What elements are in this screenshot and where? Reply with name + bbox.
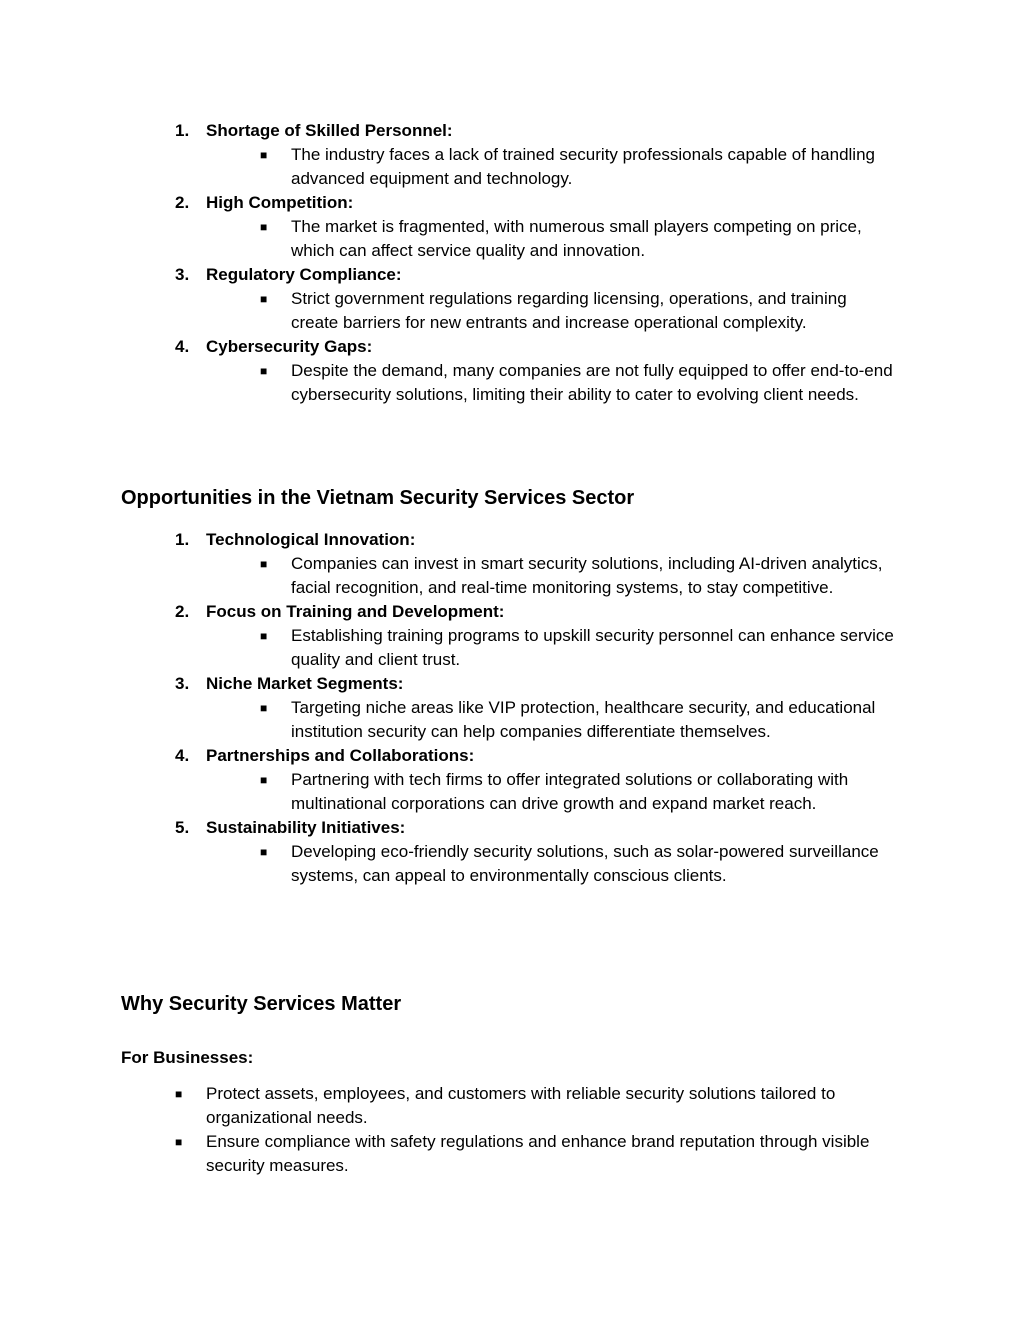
list-number: 5. (175, 818, 190, 837)
sub-bullet-text: Partnering with tech firms to offer integrated solutions or collaborating with multinational corporations can drive growth and expand market reach. (291, 770, 849, 813)
list-item-heading (0, 263, 1024, 287)
list-item-title: Partnerships and Collaborations: (206, 746, 475, 765)
list-item-title: Regulatory Compliance: (206, 265, 402, 284)
list-number: 1. (175, 121, 190, 140)
list-item-heading (0, 816, 1024, 840)
list-item (0, 600, 1024, 672)
bullet-square-icon: ■ (175, 1087, 183, 1101)
list-item-heading (0, 335, 1024, 359)
sub-bullet (0, 768, 1024, 816)
sub-bullet (0, 552, 1024, 600)
list-item-heading (0, 119, 1024, 143)
bullet-text: Protect assets, employees, and customers with reliable security solutions tailored to organizational needs. (206, 1084, 836, 1127)
sub-bullet (0, 840, 1024, 888)
sub-bullet-text: The industry faces a lack of trained security professionals capable of handling advanced equipment and technology. (291, 145, 875, 188)
list-item (0, 263, 1024, 335)
sub-bullet (0, 215, 1024, 263)
list-item (0, 528, 1024, 600)
bullet-square-icon: ■ (260, 701, 268, 715)
list-number: 1. (175, 530, 190, 549)
list-number: 3. (175, 674, 190, 693)
businesses-bullet-list (0, 1082, 1024, 1178)
list-item (0, 119, 1024, 191)
list-number: 4. (175, 746, 190, 765)
bullet-item (0, 1082, 1024, 1130)
section-heading-why: Why Security Services Matter (121, 993, 402, 1015)
subheading-for-businesses: For Businesses: (121, 1048, 254, 1067)
sub-bullet (0, 359, 1024, 407)
list-item-title: Cybersecurity Gaps: (206, 337, 373, 356)
list-item-title: High Competition: (206, 193, 354, 212)
bullet-square-icon: ■ (260, 557, 268, 571)
list-item-heading (0, 528, 1024, 552)
bullet-square-icon: ■ (260, 629, 268, 643)
list-item (0, 191, 1024, 263)
sub-bullet-text: Targeting niche areas like VIP protection, healthcare security, and educational institution security can help companies differentiate themselves. (291, 698, 876, 741)
sub-bullet-text: Strict government regulations regarding licensing, operations, and training create barriers for new entrants and increase operational complexity. (291, 289, 847, 332)
bullet-item (0, 1130, 1024, 1178)
list-item (0, 335, 1024, 407)
sub-bullet (0, 624, 1024, 672)
sub-bullet (0, 143, 1024, 191)
list-item-title: Niche Market Segments: (206, 674, 404, 693)
list-item-title: Technological Innovation: (206, 530, 416, 549)
list-number: 2. (175, 602, 190, 621)
bullet-square-icon: ■ (260, 845, 268, 859)
sub-bullet (0, 287, 1024, 335)
bullet-square-icon: ■ (260, 364, 268, 378)
list-item-title: Shortage of Skilled Personnel: (206, 121, 453, 140)
challenges-list (0, 119, 1024, 407)
bullet-square-icon: ■ (260, 773, 268, 787)
sub-bullet-text: Developing eco-friendly security solutions, such as solar-powered surveillance systems, can appeal to environmentally conscious clients. (291, 842, 879, 885)
list-item (0, 672, 1024, 744)
sub-bullet-text: The market is fragmented, with numerous small players competing on price, which can affect service quality and innovation. (291, 217, 862, 260)
sub-bullet-text: Despite the demand, many companies are not fully equipped to offer end-to-end cybersecurity solutions, limiting their ability to cater to evolving client needs. (291, 361, 893, 404)
list-item (0, 744, 1024, 816)
sub-bullet-text: Establishing training programs to upskill security personnel can enhance service quality and client trust. (291, 626, 894, 669)
list-item-heading (0, 600, 1024, 624)
list-item-heading (0, 744, 1024, 768)
list-number: 3. (175, 265, 190, 284)
list-item-title: Sustainability Initiatives: (206, 818, 406, 837)
list-item (0, 816, 1024, 888)
list-number: 2. (175, 193, 190, 212)
bullet-text: Ensure compliance with safety regulations and enhance brand reputation through visible security measures. (206, 1132, 870, 1175)
section-heading-opportunities: Opportunities in the Vietnam Security Services Sector (121, 487, 635, 509)
sub-bullet-text: Companies can invest in smart security solutions, including AI-driven analytics, facial recognition, and real-time monitoring systems, to stay competitive. (291, 554, 883, 597)
sub-bullet (0, 696, 1024, 744)
opportunities-list (0, 528, 1024, 888)
bullet-square-icon: ■ (260, 148, 268, 162)
bullet-square-icon: ■ (260, 220, 268, 234)
list-item-heading (0, 191, 1024, 215)
bullet-square-icon: ■ (260, 292, 268, 306)
bullet-square-icon: ■ (175, 1135, 183, 1149)
list-item-heading (0, 672, 1024, 696)
list-item-title: Focus on Training and Development: (206, 602, 505, 621)
list-number: 4. (175, 337, 190, 356)
